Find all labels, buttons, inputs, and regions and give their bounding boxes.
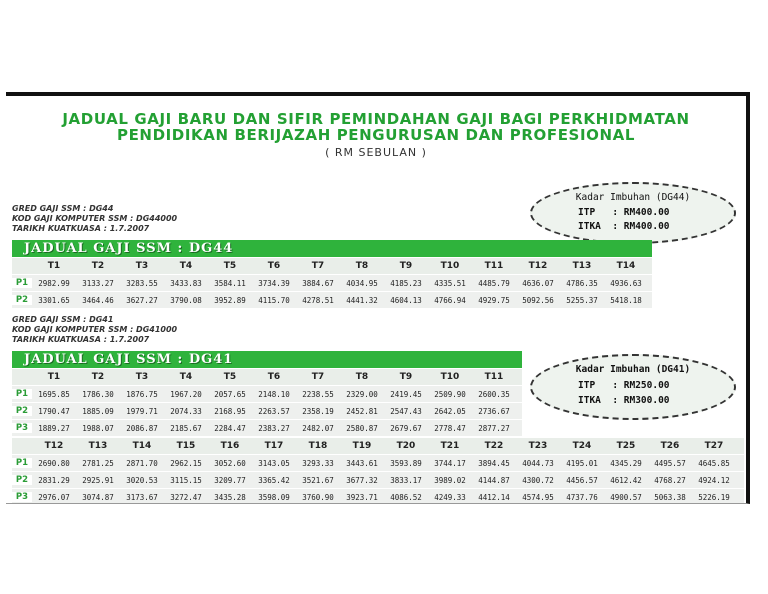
dg44-cell: 5418.18 <box>610 295 642 305</box>
dg44-cell: 3884.67 <box>302 278 334 288</box>
dg41b-cell: 4249.33 <box>434 492 466 502</box>
dg41b-col-header: T22 <box>484 441 504 451</box>
dg41b-cell: 3443.61 <box>346 458 378 468</box>
dg44-row <box>12 275 652 291</box>
dg44-col-header: T2 <box>91 261 105 271</box>
dg44-gred: GRED GAJI SSM : DG44 <box>12 204 114 213</box>
dg41a-cell: 2452.81 <box>346 406 378 416</box>
dg44-cell: 5255.37 <box>566 295 598 305</box>
dg41b-row-label: P1 <box>12 458 32 468</box>
document-title-line2: PENDIDIKAN BERIJAZAH PENGURUSAN DAN PROFESIONAL <box>116 126 635 144</box>
dg44-kod: KOD GAJI KOMPUTER SSM : DG44000 <box>12 214 178 223</box>
dg41a-cell: 2547.43 <box>390 406 422 416</box>
dg41b-row-label: P3 <box>12 492 32 502</box>
dg44-cell: 4929.75 <box>478 295 510 305</box>
dg44-cell: 4034.95 <box>346 278 378 288</box>
dg41b-row <box>12 472 744 488</box>
dg44-col-header: T10 <box>440 261 460 271</box>
dg41b-col-header: T14 <box>132 441 152 451</box>
dg41a-cell: 1695.85 <box>38 389 70 399</box>
dg41b-cell: 4412.14 <box>478 492 510 502</box>
dg41b-cell: 5063.38 <box>654 492 686 502</box>
dg44-col-header: T1 <box>47 261 61 271</box>
dg41b-cell: 3173.67 <box>126 492 158 502</box>
document-unit: ( RM SEBULAN ) <box>325 146 427 159</box>
dg41b-cell: 2925.91 <box>82 475 114 485</box>
dg41a-cell: 2284.47 <box>214 423 246 433</box>
dg41b-cell: 4044.73 <box>522 458 554 468</box>
dg41-table-a <box>12 369 522 436</box>
dg41b-cell: 3677.32 <box>346 475 378 485</box>
dg41b-cell: 3365.42 <box>258 475 290 485</box>
dg41b-col-header: T25 <box>616 441 636 451</box>
dg44-cell: 3627.27 <box>126 295 158 305</box>
dg41-kadar-imbuhan-box <box>530 354 736 420</box>
dg41b-col-header: T27 <box>704 441 724 451</box>
dg44-itp: ITP : RM400.00 <box>578 207 670 218</box>
dg41a-row-label: P2 <box>12 406 32 416</box>
dg44-cell: 3301.65 <box>38 295 70 305</box>
dg41a-col-header: T10 <box>440 372 460 382</box>
dg44-col-header: T7 <box>311 261 325 271</box>
dg41a-cell: 2329.00 <box>346 389 378 399</box>
dg41a-cell: 2580.87 <box>346 423 378 433</box>
dg44-cell: 4936.63 <box>610 278 642 288</box>
salary-schedule-document <box>6 92 750 504</box>
dg41a-col-header: T9 <box>399 372 413 382</box>
dg41a-cell: 2168.95 <box>214 406 246 416</box>
dg44-col-header: T4 <box>179 261 193 271</box>
dg41-header-row-a <box>12 369 522 385</box>
dg41b-cell: 5226.19 <box>698 492 730 502</box>
dg41b-cell: 3760.90 <box>302 492 334 502</box>
dg41b-cell: 4456.57 <box>566 475 598 485</box>
dg41-header-row-b <box>12 438 744 454</box>
dg44-cell: 3433.83 <box>170 278 202 288</box>
dg41b-col-header: T17 <box>264 441 284 451</box>
dg44-cell: 3283.55 <box>126 278 158 288</box>
dg41a-cell: 2482.07 <box>302 423 334 433</box>
dg41b-cell: 3052.60 <box>214 458 246 468</box>
dg41b-cell: 4612.42 <box>610 475 642 485</box>
dg41b-cell: 4574.95 <box>522 492 554 502</box>
dg41a-cell: 2383.27 <box>258 423 290 433</box>
dg41b-cell: 2962.15 <box>170 458 202 468</box>
dg44-banner: JADUAL GAJI SSM : DG44 <box>12 240 652 257</box>
dg41b-cell: 2781.25 <box>82 458 114 468</box>
dg41a-cell: 2185.67 <box>170 423 202 433</box>
dg41b-cell: 3833.17 <box>390 475 422 485</box>
dg41b-col-header: T16 <box>220 441 240 451</box>
dg41b-cell: 3744.17 <box>434 458 466 468</box>
dg44-col-header: T6 <box>267 261 281 271</box>
dg41a-col-header: T5 <box>223 372 237 382</box>
dg41b-cell: 4495.57 <box>654 458 686 468</box>
dg44-row-label: P1 <box>12 278 32 288</box>
dg41b-cell: 4345.29 <box>610 458 642 468</box>
dg44-header-row <box>12 258 652 274</box>
dg41b-cell: 2831.29 <box>38 475 70 485</box>
dg41a-col-header: T11 <box>484 372 504 382</box>
dg41b-col-header: T24 <box>572 441 592 451</box>
dg44-col-header: T14 <box>616 261 636 271</box>
dg41b-col-header: T26 <box>660 441 680 451</box>
dg44-kadar-imbuhan-box <box>530 182 736 244</box>
dg44-col-header: T5 <box>223 261 237 271</box>
dg41-gred: GRED GAJI SSM : DG41 <box>12 315 114 324</box>
dg41a-cell: 1889.27 <box>38 423 70 433</box>
dg41b-cell: 4924.12 <box>698 475 730 485</box>
dg44-row <box>12 292 652 308</box>
dg41a-col-header: T2 <box>91 372 105 382</box>
dg41-tarikh: TARIKH KUATKUASA : 1.7.2007 <box>12 335 150 344</box>
dg41b-cell: 3923.71 <box>346 492 378 502</box>
dg41b-cell: 3209.77 <box>214 475 246 485</box>
dg41-itp: ITP : RM250.00 <box>578 380 670 391</box>
dg41b-cell: 4086.52 <box>390 492 422 502</box>
dg41b-cell: 2871.70 <box>126 458 158 468</box>
dg41b-cell: 3272.47 <box>170 492 202 502</box>
dg44-kadar-title: Kadar Imbuhan (DG44) <box>575 192 691 203</box>
dg41b-row <box>12 455 744 471</box>
dg41a-row <box>12 420 522 436</box>
dg41a-col-header: T7 <box>311 372 325 382</box>
dg41-kod: KOD GAJI KOMPUTER SSM : DG41000 <box>12 325 178 334</box>
dg41b-cell: 3293.33 <box>302 458 334 468</box>
dg44-tarikh: TARIKH KUATKUASA : 1.7.2007 <box>12 224 150 233</box>
dg44-itka: ITKA : RM400.00 <box>578 221 670 232</box>
dg44-cell: 4115.70 <box>258 295 290 305</box>
dg44-col-header: T9 <box>399 261 413 271</box>
dg41a-cell: 2509.90 <box>434 389 466 399</box>
dg41a-cell: 1790.47 <box>38 406 70 416</box>
dg41b-cell: 3598.09 <box>258 492 290 502</box>
dg41b-cell: 4737.76 <box>566 492 598 502</box>
dg41b-row-label: P2 <box>12 475 32 485</box>
dg41b-cell: 4144.87 <box>478 475 510 485</box>
dg41-meta <box>12 315 177 345</box>
dg41a-cell: 2263.57 <box>258 406 290 416</box>
dg41-kadar-title: Kadar Imbuhan (DG41) <box>575 364 691 375</box>
dg41b-cell: 3894.45 <box>478 458 510 468</box>
dg41a-row <box>12 403 522 419</box>
dg41a-col-header: T3 <box>135 372 149 382</box>
dg44-cell: 5092.56 <box>522 295 554 305</box>
dg44-cell: 2982.99 <box>38 278 70 288</box>
dg41b-cell: 4645.85 <box>698 458 730 468</box>
dg41a-cell: 2877.27 <box>478 423 510 433</box>
dg41a-col-header: T8 <box>355 372 369 382</box>
dg41b-col-header: T23 <box>528 441 548 451</box>
dg44-row-label: P2 <box>12 295 32 305</box>
dg44-cell: 4278.51 <box>302 295 334 305</box>
dg44-col-header: T13 <box>572 261 592 271</box>
dg41a-cell: 1967.20 <box>170 389 202 399</box>
dg41b-cell: 3074.87 <box>82 492 114 502</box>
dg41a-cell: 2679.67 <box>390 423 422 433</box>
dg41a-row-label: P3 <box>12 423 32 433</box>
dg41a-cell: 2736.67 <box>478 406 510 416</box>
dg44-cell: 4766.94 <box>434 295 466 305</box>
dg41b-col-header: T12 <box>44 441 64 451</box>
dg41-itka: ITKA : RM300.00 <box>578 395 670 406</box>
dg41a-col-header: T6 <box>267 372 281 382</box>
dg41b-cell: 4768.27 <box>654 475 686 485</box>
dg41a-cell: 2642.05 <box>434 406 466 416</box>
dg41b-cell: 4300.72 <box>522 475 554 485</box>
dg41b-cell: 4195.01 <box>566 458 598 468</box>
dg41a-cell: 2086.87 <box>126 423 158 433</box>
dg41a-cell: 2074.33 <box>170 406 202 416</box>
dg41b-row <box>12 489 744 504</box>
dg41a-cell: 2778.47 <box>434 423 466 433</box>
dg41b-cell: 4900.57 <box>610 492 642 502</box>
dg41a-row <box>12 386 522 402</box>
dg41a-cell: 2148.10 <box>258 389 290 399</box>
dg41b-cell: 3521.67 <box>302 475 334 485</box>
dg44-cell: 4441.32 <box>346 295 378 305</box>
dg44-meta <box>12 204 177 234</box>
dg41a-cell: 1885.09 <box>82 406 114 416</box>
dg41b-col-header: T21 <box>440 441 460 451</box>
dg44-cell: 4185.23 <box>390 278 422 288</box>
dg44-cell: 3133.27 <box>82 278 114 288</box>
dg41b-col-header: T18 <box>308 441 328 451</box>
dg41b-cell: 3435.28 <box>214 492 246 502</box>
dg44-col-header: T8 <box>355 261 369 271</box>
dg41b-cell: 3143.05 <box>258 458 290 468</box>
dg41a-row-label: P1 <box>12 389 32 399</box>
dg41b-cell: 2690.80 <box>38 458 70 468</box>
dg44-col-header: T3 <box>135 261 149 271</box>
dg41a-cell: 2600.35 <box>478 389 510 399</box>
dg41b-cell: 3115.15 <box>170 475 202 485</box>
dg41b-col-header: T13 <box>88 441 108 451</box>
dg44-cell: 3790.08 <box>170 295 202 305</box>
dg44-cell: 4786.35 <box>566 278 598 288</box>
dg44-table <box>12 258 652 308</box>
dg41a-cell: 2238.55 <box>302 389 334 399</box>
dg41a-cell: 1786.30 <box>82 389 114 399</box>
dg41a-cell: 2358.19 <box>302 406 334 416</box>
dg41a-col-header: T1 <box>47 372 61 382</box>
dg44-cell: 3734.39 <box>258 278 290 288</box>
dg41a-cell: 2419.45 <box>390 389 422 399</box>
dg44-cell: 4335.51 <box>434 278 466 288</box>
dg41a-col-header: T4 <box>179 372 193 382</box>
dg41b-col-header: T19 <box>352 441 372 451</box>
dg44-col-header: T12 <box>528 261 548 271</box>
dg41b-cell: 3020.53 <box>126 475 158 485</box>
dg41b-col-header: T20 <box>396 441 416 451</box>
dg41b-cell: 3989.02 <box>434 475 466 485</box>
dg44-cell: 3584.11 <box>214 278 246 288</box>
dg41a-cell: 2057.65 <box>214 389 246 399</box>
dg44-cell: 3464.46 <box>82 295 114 305</box>
dg44-cell: 4604.13 <box>390 295 422 305</box>
dg41-table-b <box>12 438 744 504</box>
dg41-banner: JADUAL GAJI SSM : DG41 <box>12 351 522 368</box>
dg41b-col-header: T15 <box>176 441 196 451</box>
dg41a-cell: 1876.75 <box>126 389 158 399</box>
dg41b-cell: 2976.07 <box>38 492 70 502</box>
dg44-cell: 4636.07 <box>522 278 554 288</box>
dg44-cell: 3952.89 <box>214 295 246 305</box>
dg44-cell: 4485.79 <box>478 278 510 288</box>
dg41a-cell: 1988.07 <box>82 423 114 433</box>
dg41a-cell: 1979.71 <box>126 406 158 416</box>
document-title-line1: JADUAL GAJI BARU DAN SIFIR PEMINDAHAN GAJI BAGI PERKHIDMATAN <box>62 110 690 128</box>
dg44-col-header: T11 <box>484 261 504 271</box>
dg41b-cell: 3593.89 <box>390 458 422 468</box>
